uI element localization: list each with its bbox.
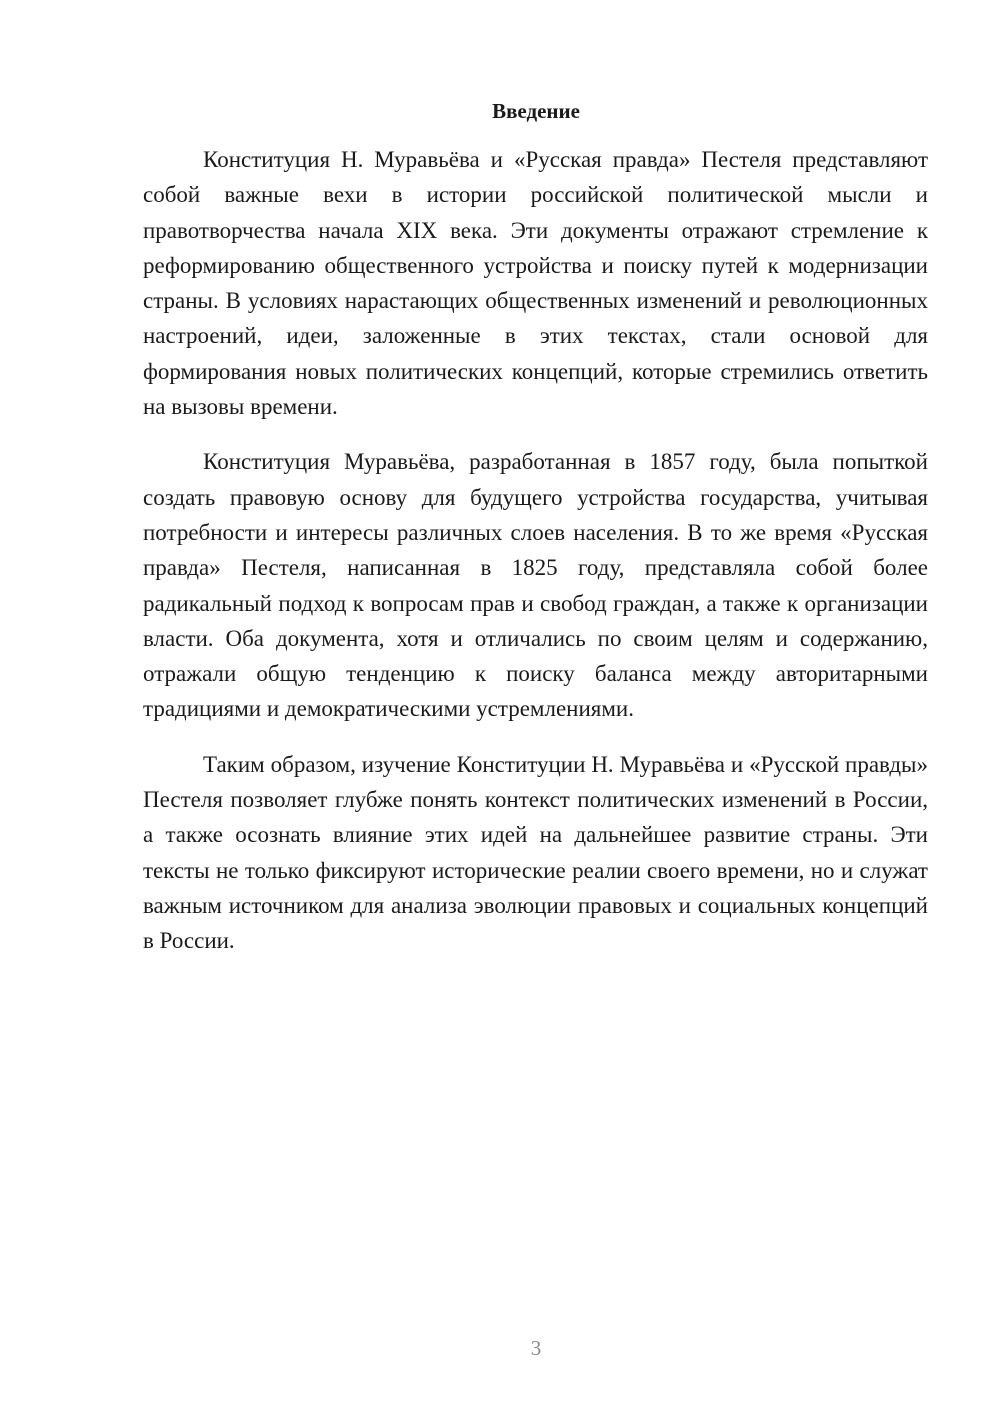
paragraph-3: Таким образом, изучение Конституции Н. Муравьёва и «Русской правды» Пестеля позволяет глубже понять контекст политических изменений в России, а также осознать влияние этих идей на дальнейшее развитие страны. Эти тексты не только фиксируют исторические реалии своего времени, но и служат важным источником для анализа эволюции правовых и социальных концепций в России. xyxy=(143,751,928,954)
paragraph-2: Конституция Муравьёва, разработанная в 1857 году, была попыткой создать правовую основу для будущего устройства государства, учитывая потребности и интересы различных слоев населения. В то же время «Русская правда» Пестеля, написанная в 1825 году, представляла собой более радикальный подход к вопросам прав и свобод граждан, а также к организации власти. Оба документа, хотя и отличались по своим целям и содержанию, отражали общую тенденцию к поиску баланса между авторитарными традициями и демократическими устремлениями. xyxy=(143,449,928,722)
page-title: Введение xyxy=(492,99,580,123)
paragraph-1: Конституция Н. Муравьёва и «Русская правда» Пестеля представляют собой важные вехи в истории российской политической мысли и правотворчества начала XIX века. Эти документы отражают стремление к реформированию общественного устройства и поиску путей к модернизации страны. В условиях нарастающих общественных изменений и революционных настроений, идеи, заложенные в этих текстах, стали основой для формирования новых политических концепций, которые стремились ответить на вызовы времени. xyxy=(143,147,928,420)
page-number: 3 xyxy=(530,1336,542,1360)
body-text xyxy=(143,142,928,959)
